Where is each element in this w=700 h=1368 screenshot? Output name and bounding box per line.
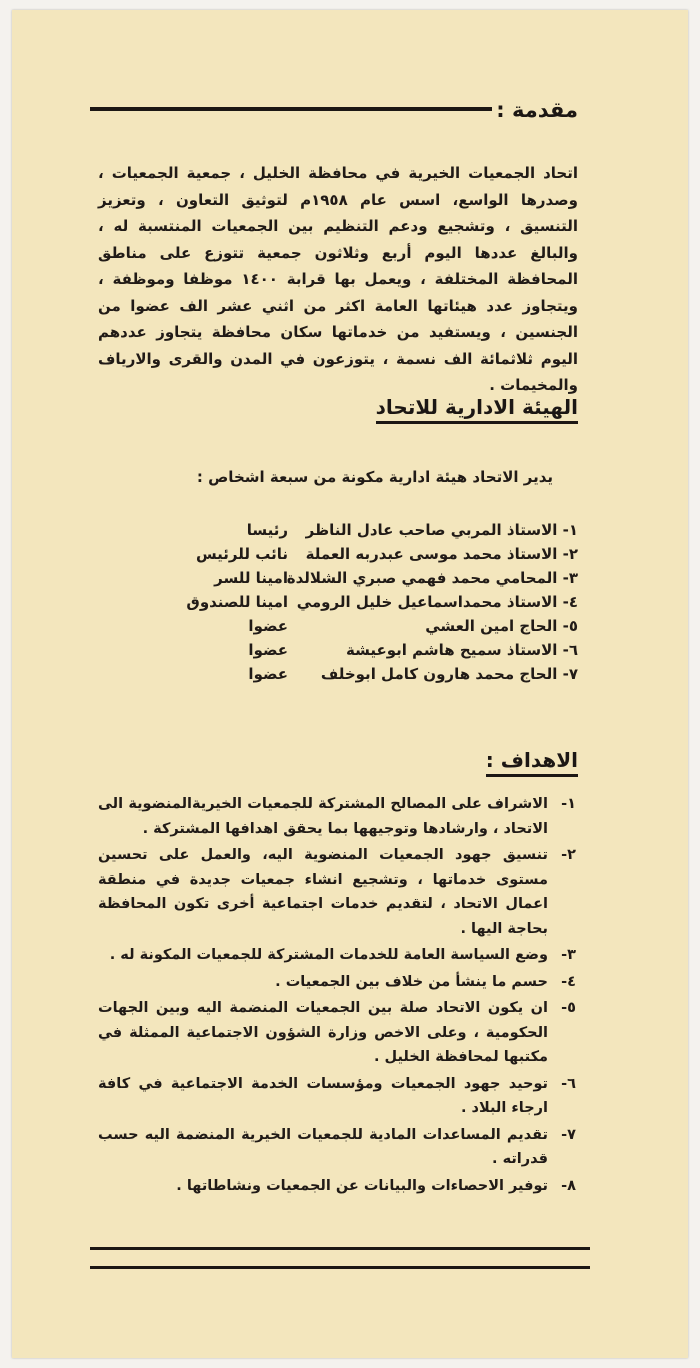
goal-item — [98, 943, 576, 968]
board-member-row — [108, 614, 578, 638]
board-member-row — [108, 566, 578, 590]
board-member-list — [108, 518, 578, 686]
board-member-name: ٥- الحاج امين العشي — [425, 617, 578, 635]
board-member-role: عضوا — [248, 641, 288, 659]
leaflet-page — [12, 10, 688, 1358]
goal-text: ان يكون الاتحاد صلة بين الجمعيات المنضمة اليه وبين الجهات الحكومية ، وعلى الاخص وزارة الشؤون الاجتماعية الممثلة في مكتبها لمحافظة الخليل . — [98, 1000, 548, 1065]
board-intro: يدير الاتحاد هيئة ادارية مكونة من سبعة اشخاص : — [196, 468, 553, 486]
goal-item — [98, 1072, 576, 1121]
board-heading: الهيئة الادارية للاتحاد — [376, 395, 578, 424]
board-member-row — [108, 638, 578, 662]
goal-text: توفير الاحصاءات والبيانات عن الجمعيات ونشاطاتها . — [176, 1177, 548, 1194]
goal-number: ٥- — [561, 1000, 576, 1016]
board-member-role: امينا للصندوق — [186, 593, 288, 611]
board-member-name: ٦- الاستاذ سميح هاشم ابوعيشة — [346, 641, 578, 659]
board-member-role: عضوا — [248, 665, 288, 683]
board-member-name: ٣- المحامي محمد فهمي صبري الشلالدة — [286, 569, 578, 587]
intro-heading: مقدمة : — [496, 98, 578, 122]
board-member-row — [108, 542, 578, 566]
board-member-role: امينا للسر — [214, 569, 288, 587]
goal-number: ٤- — [561, 973, 576, 990]
board-member-name: ١- الاستاذ المربي صاحب عادل الناظر — [305, 521, 578, 539]
footer-rule-top — [90, 1247, 590, 1250]
goal-text: تنسيق جهود الجمعيات المنضوية اليه، والعمل على تحسين مستوى خدماتها ، وتشجيع انشاء جمعيات جديدة في منطقة اعمال الاتحاد ، لتقديم خدمات اجتماعية أخرى تكون المحافظة بحاجة اليها . — [98, 847, 548, 937]
board-member-name: ٧- الحاج محمد هارون كامل ابوخلف — [320, 665, 578, 683]
goals-list — [98, 792, 576, 1200]
goals-heading: الاهداف : — [486, 748, 578, 777]
goal-item — [98, 843, 576, 941]
board-member-name: ٤- الاستاذ محمداسماعيل خليل الرومي — [296, 593, 578, 611]
goal-number: ٣- — [561, 947, 576, 963]
goal-text: تقديم المساعدات المادية للجمعيات الخيرية المنضمة اليه حسب قدراته . — [98, 1126, 548, 1167]
goal-text: وضع السياسة العامة للخدمات المشتركة للجمعيات المكونة له . — [109, 947, 548, 963]
board-member-role: نائب للرئيس — [195, 545, 288, 563]
board-member-row — [108, 518, 578, 542]
goal-item — [98, 1123, 576, 1172]
goal-item — [98, 1174, 576, 1199]
goal-item — [98, 996, 576, 1070]
board-member-role: رئيسا — [246, 521, 288, 539]
board-member-row — [108, 662, 578, 686]
goal-number: ٢- — [561, 847, 576, 863]
goal-number: ٧- — [561, 1126, 576, 1143]
footer-rule-bottom — [90, 1266, 590, 1269]
goal-item — [98, 970, 576, 995]
intro-paragraph: اتحاد الجمعيات الخيرية في محافظة الخليل ، جمعية الجمعيات ، وصدرها الواسع، اسس عام ١٩٥٨م لتوثيق التعاون ، وتعزيز التنسيق ، وتشجيع ودعم التنظيم بين الجمعيات المنتسبة له ، والبالغ عددها اليوم أربع وثلاثون جمعية تتوزع على مناطق المحافظة المختلفة ، ويعمل بها قرابة ١٤٠٠ موظفا وموظفة ، ويتجاوز عدد هيئاتها العامة اكثر من اثني عشر الف عضوا من الجنسين ، ويستفيد من خدماتها سكان محافظة يتجاوز عددهم اليوم ثلاثمائة الف نسمة ، يتوزعون في المدن والقرى والارياف والمخيمات . — [98, 164, 579, 394]
intro-heading-rule — [90, 107, 492, 111]
goal-item — [98, 792, 576, 841]
goal-number: ٦- — [561, 1075, 576, 1092]
board-member-name: ٢- الاستاذ محمد موسى عبدربه العملة — [305, 545, 578, 563]
board-member-row — [108, 590, 578, 614]
board-member-role: عضوا — [248, 617, 288, 635]
goal-number: ١- — [561, 796, 576, 812]
goal-number: ٨- — [561, 1177, 576, 1194]
goal-text: توحيد جهود الجمعيات ومؤسسات الخدمة الاجتماعية في كافة ارجاء البلاد . — [98, 1075, 548, 1116]
goal-text: الاشراف على المصالح المشتركة للجمعيات الخيريةالمنضوية الى الاتحاد ، وارشادها وتوجيهها بما يحقق اهدافها المشتركة . — [98, 796, 548, 837]
goal-text: حسم ما ينشأ من خلاف بين الجمعيات . — [275, 973, 548, 990]
